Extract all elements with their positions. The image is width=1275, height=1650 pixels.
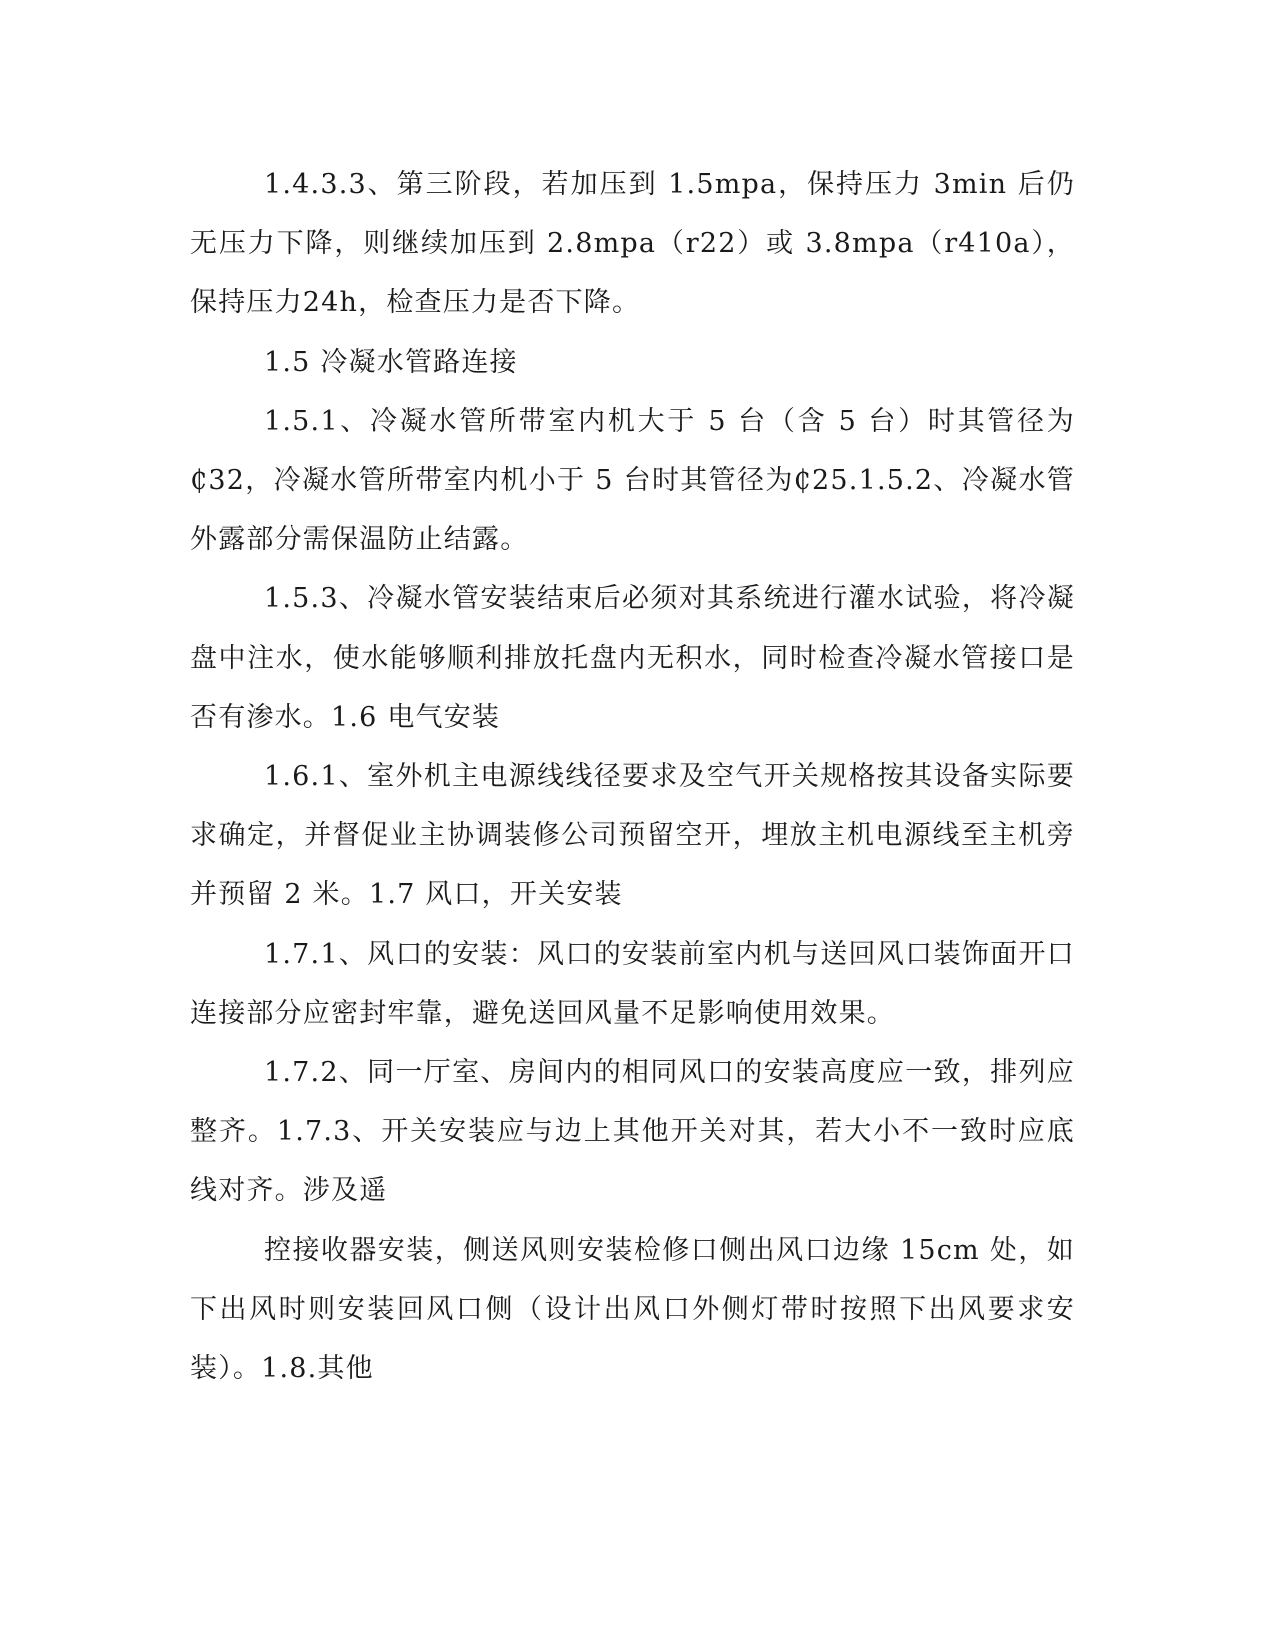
paragraph-1-5-1: 1.5.1、冷凝水管所带室内机大于 5 台（含 5 台）时其管径为₵32，冷凝水管所带室内机小于 5 台时其管径为₵25.1.5.2、冷凝水管外露部分需保温防止结露。 [190, 405, 1075, 556]
paragraph-1-7-1: 1.7.1、风口的安装：风口的安装前室内机与送回风口装饰面开口连接部分应密封牢靠，避免送回风量不足影响使用效果。 [190, 938, 1075, 1029]
document-body [190, 155, 1075, 1398]
paragraph-1-5-3: 1.5.3、冷凝水管安装结束后必须对其系统进行灌水试验，将冷凝盘中注水，使水能够顺利排放托盘内无积水，同时检查冷凝水管接口是否有渗水。1.6 电气安装 [190, 583, 1075, 733]
paragraph-1-4-3-3: 1.4.3.3、第三阶段，若加压到 1.5mpa，保持压力 3min 后仍无压力下降，则继续加压到 2.8mpa（r22）或 3.8mpa（r410a），保持压力24h，检查压力是否下降。 [190, 169, 1075, 319]
paragraph-remote-receiver: 控接收器安装，侧送风则安装检修口侧出风口边缘 15cm 处，如下出风时则安装回风口侧（设计出风口外侧灯带时按照下出风要求安装）。1.8.其他 [190, 1234, 1075, 1385]
paragraph-1-7-2: 1.7.2、同一厅室、房间内的相同风口的安装高度应一致，排列应整齐。1.7.3、开关安装应与边上其他开关对其，若大小不一致时应底线对齐。涉及遥 [190, 1057, 1075, 1207]
heading-1-5: 1.5 冷凝水管路连接 [264, 346, 518, 378]
paragraph-1-6-1: 1.6.1、室外机主电源线线径要求及空气开关规格按其设备实际要求确定，并督促业主协调装修公司预留空开，埋放主机电源线至主机旁并预留 2 米。1.7 风口，开关安装 [190, 761, 1075, 911]
